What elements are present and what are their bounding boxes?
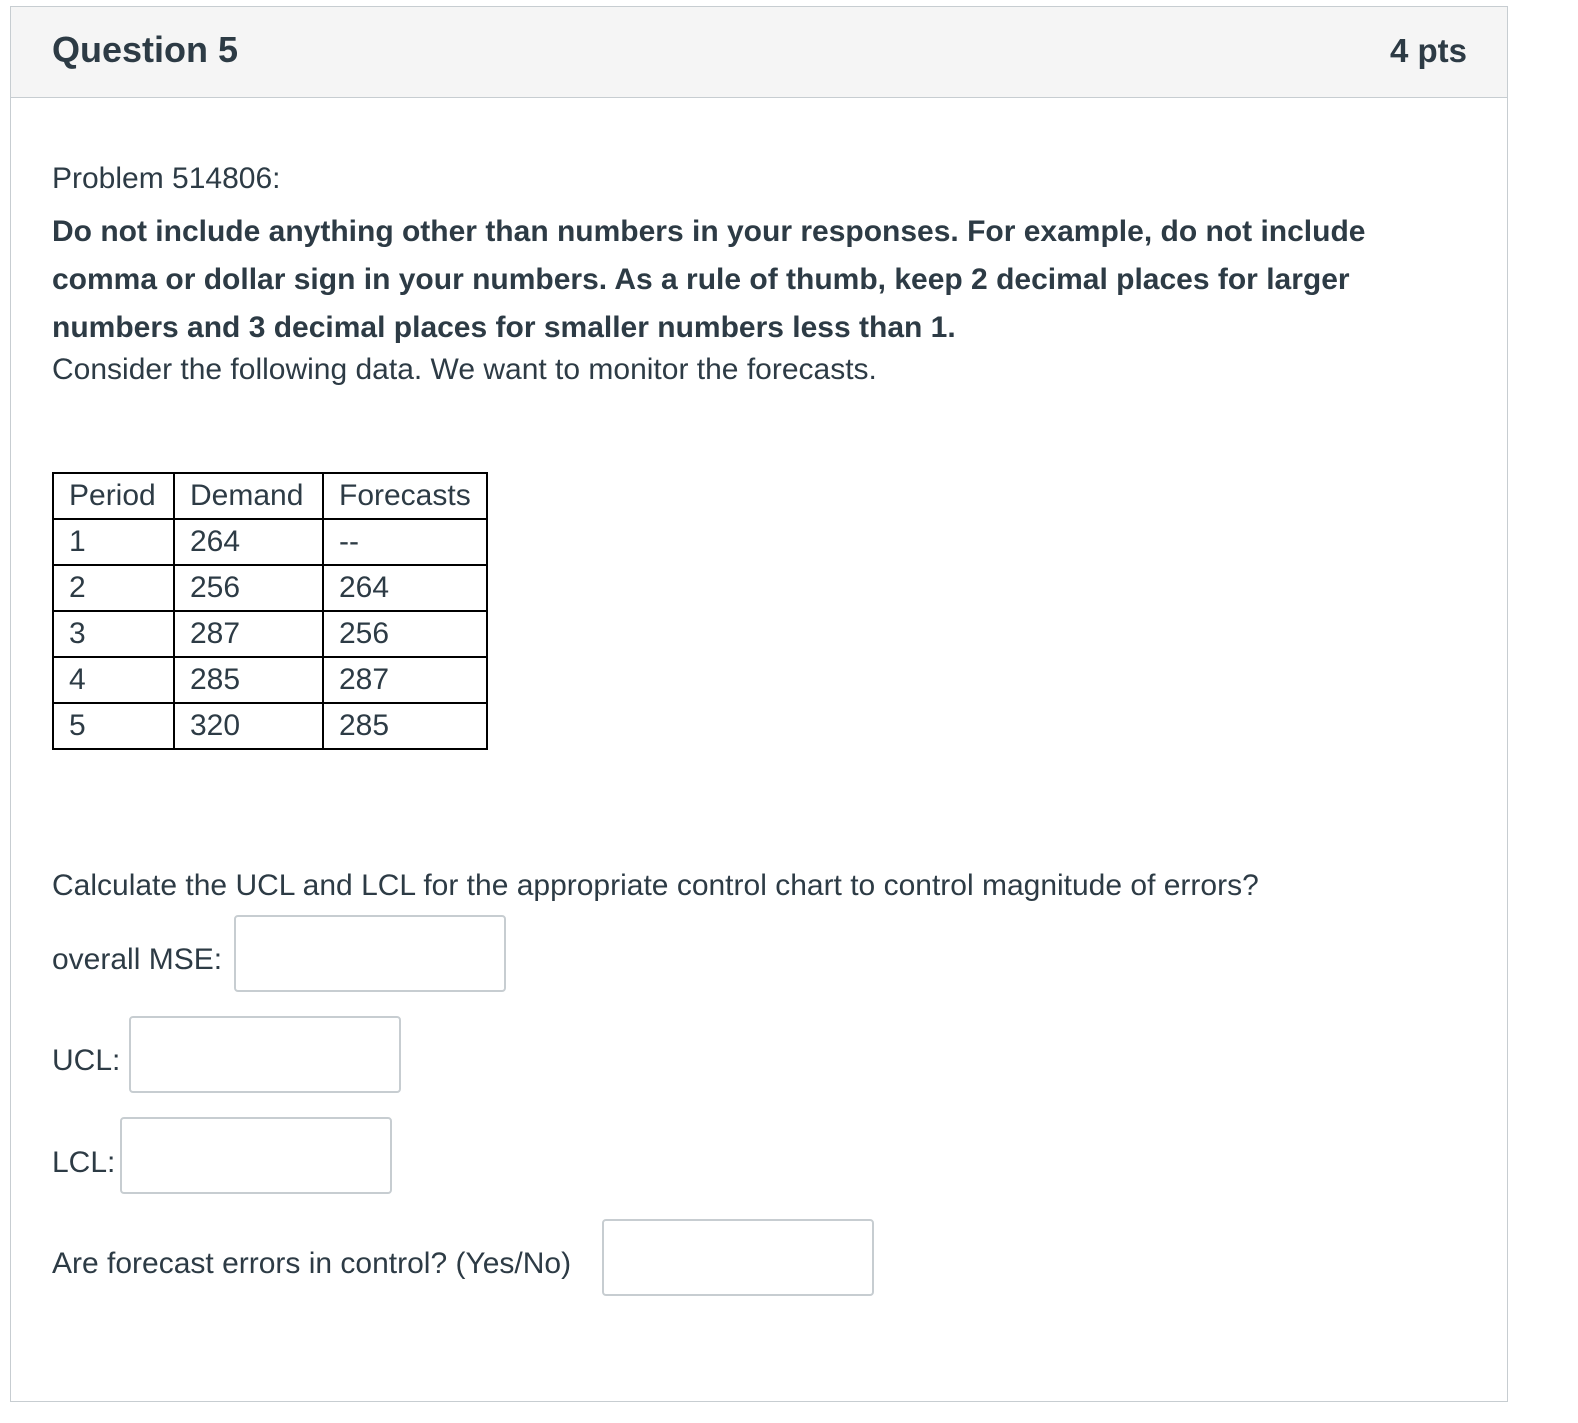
- period-cell: 4: [53, 657, 174, 703]
- table-header-row: [53, 473, 487, 519]
- period-cell: 3: [53, 611, 174, 657]
- forecast-cell: 256: [323, 611, 487, 657]
- mse-label: overall MSE:: [52, 943, 223, 976]
- demand-cell: 285: [174, 657, 323, 703]
- table-row: [53, 703, 487, 749]
- demand-cell: 287: [174, 611, 323, 657]
- ucl-input[interactable]: [129, 1016, 401, 1093]
- data-table: [52, 472, 488, 750]
- header-demand: Demand: [174, 473, 323, 519]
- problem-id: Problem 514806:: [52, 162, 281, 195]
- lcl-input[interactable]: [120, 1117, 392, 1194]
- header-period: Period: [53, 473, 174, 519]
- demand-cell: 320: [174, 703, 323, 749]
- period-cell: 5: [53, 703, 174, 749]
- demand-cell: 256: [174, 565, 323, 611]
- period-cell: 2: [53, 565, 174, 611]
- question-title: Question 5: [52, 29, 239, 70]
- forecast-cell: 287: [323, 657, 487, 703]
- instructions-text: Do not include anything other than numbers in your responses. For example, do not include comma or dollar sign in your numbers. As a rule of thumb, keep 2 decimal places for larger numbers and 3 decimal places for smaller numbers less than 1.: [52, 215, 1366, 344]
- table-row: [53, 565, 487, 611]
- question-header: [11, 7, 1507, 98]
- consider-text: Consider the following data. We want to monitor the forecasts.: [52, 353, 877, 386]
- calc-question-text: Calculate the UCL and LCL for the appropriate control chart to control magnitude of errors?: [52, 869, 1259, 902]
- period-cell: 1: [53, 519, 174, 565]
- lcl-label: LCL:: [52, 1146, 116, 1179]
- forecast-cell: 285: [323, 703, 487, 749]
- forecast-cell: 264: [323, 565, 487, 611]
- mse-input[interactable]: [234, 915, 506, 992]
- question-card: [10, 6, 1508, 1402]
- forecast-cell: --: [323, 519, 487, 565]
- table-row: [53, 657, 487, 703]
- header-forecasts: Forecasts: [323, 473, 487, 519]
- table-row: [53, 519, 487, 565]
- question-points: 4 pts: [1389, 32, 1467, 69]
- table-row: [53, 611, 487, 657]
- in-control-label: Are forecast errors in control? (Yes/No): [52, 1247, 572, 1280]
- in-control-input[interactable]: [602, 1219, 874, 1296]
- ucl-label: UCL:: [52, 1044, 121, 1077]
- demand-cell: 264: [174, 519, 323, 565]
